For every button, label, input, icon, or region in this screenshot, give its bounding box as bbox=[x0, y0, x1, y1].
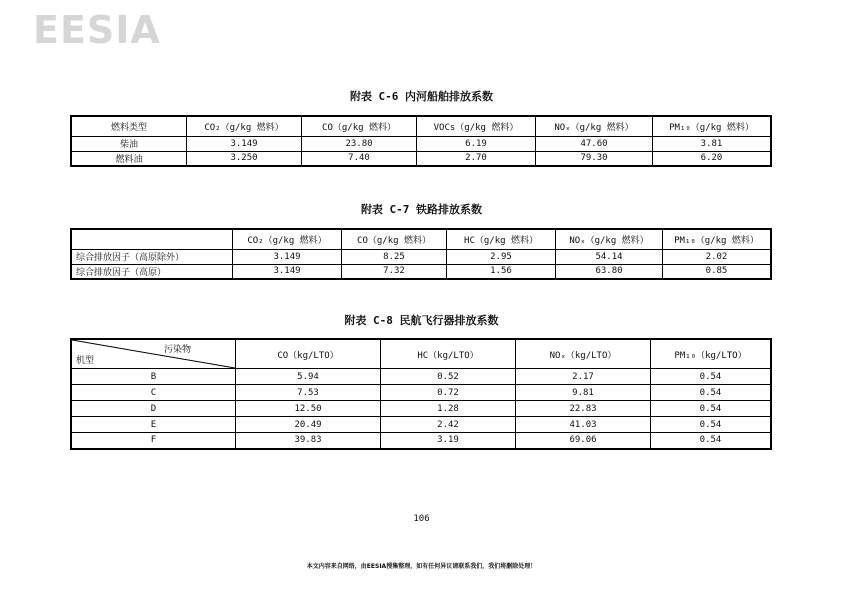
table-cell: 2.42 bbox=[381, 417, 516, 433]
table-c7-header-cell: NOₓ（g/kg 燃料） bbox=[556, 229, 663, 249]
table-cell: D bbox=[71, 401, 236, 417]
table-c7 bbox=[70, 228, 772, 280]
table-cell: 燃料油 bbox=[71, 151, 187, 166]
table-cell: 2.02 bbox=[663, 249, 772, 264]
table-cell: 63.80 bbox=[556, 264, 663, 279]
table-cell: 0.54 bbox=[651, 385, 772, 401]
table-cell: 2.17 bbox=[516, 369, 651, 385]
table-row bbox=[71, 136, 771, 151]
table-cell: 0.52 bbox=[381, 369, 516, 385]
corner-pollutant-label: 污染物 bbox=[163, 345, 191, 355]
table-c8-header-cell: HC（kg/LTO） bbox=[381, 339, 516, 369]
table-cell: 5.94 bbox=[236, 369, 381, 385]
table-cell: 0.54 bbox=[651, 417, 772, 433]
table-cell: 54.14 bbox=[556, 249, 663, 264]
corner-model-label: 机型 bbox=[76, 356, 95, 366]
table-c6-header-cell: VOCs（g/kg 燃料） bbox=[417, 116, 536, 136]
table-c6-header-cell: PM₁₀（g/kg 燃料） bbox=[653, 116, 772, 136]
table-c7-header-cell: HC（g/kg 燃料） bbox=[447, 229, 556, 249]
footer-notice: 本文内容来自网络，由EESIA搜集整理，如有任何异议请联系我们，我们将删除处理！ bbox=[306, 563, 537, 570]
table-cell: 8.25 bbox=[342, 249, 447, 264]
table-c7-header-cell: CO₂（g/kg 燃料） bbox=[233, 229, 342, 249]
table-cell: 79.30 bbox=[536, 151, 653, 166]
table-c7-header-cell: PM₁₀（g/kg 燃料） bbox=[663, 229, 772, 249]
table-c6-caption: 附表 C-6 内河船舶排放系数 bbox=[349, 90, 494, 103]
eesia-logo: EESIA bbox=[33, 8, 161, 52]
table-cell: 20.49 bbox=[236, 417, 381, 433]
table-cell: 0.85 bbox=[663, 264, 772, 279]
table-c7-header-cell bbox=[71, 229, 233, 249]
table-cell: 3.250 bbox=[187, 151, 302, 166]
table-cell: 综合排放因子（高原） bbox=[71, 264, 233, 279]
table-cell: 2.95 bbox=[447, 249, 556, 264]
table-row bbox=[71, 417, 771, 433]
table-cell: 3.149 bbox=[233, 249, 342, 264]
table-cell: 3.81 bbox=[653, 136, 772, 151]
table-cell: 7.53 bbox=[236, 385, 381, 401]
table-cell: 0.72 bbox=[381, 385, 516, 401]
table-c8-corner-cell bbox=[71, 339, 236, 369]
table-cell: 7.40 bbox=[302, 151, 417, 166]
diagonal-line bbox=[72, 340, 235, 368]
table-c6-header-cell: 燃料类型 bbox=[71, 116, 187, 136]
table-cell: 0.54 bbox=[651, 401, 772, 417]
table-cell: 39.83 bbox=[236, 433, 381, 449]
table-cell: 7.32 bbox=[342, 264, 447, 279]
table-row bbox=[71, 151, 771, 166]
table-row bbox=[71, 401, 771, 417]
table-c8 bbox=[70, 338, 772, 450]
table-c8-header-cell: NOₓ（kg/LTO） bbox=[516, 339, 651, 369]
table-cell: 柴油 bbox=[71, 136, 187, 151]
table-cell: 47.60 bbox=[536, 136, 653, 151]
table-cell: 12.50 bbox=[236, 401, 381, 417]
table-cell: F bbox=[71, 433, 236, 449]
table-c8-header-cell: CO（kg/LTO） bbox=[236, 339, 381, 369]
table-cell: 3.149 bbox=[187, 136, 302, 151]
table-row bbox=[71, 433, 771, 449]
table-cell: 23.80 bbox=[302, 136, 417, 151]
table-row bbox=[71, 264, 771, 279]
table-cell: B bbox=[71, 369, 236, 385]
table-c7-caption: 附表 C-7 铁路排放系数 bbox=[360, 203, 483, 216]
table-cell: 41.03 bbox=[516, 417, 651, 433]
table-c6-header-cell: CO（g/kg 燃料） bbox=[302, 116, 417, 136]
table-c6 bbox=[70, 115, 772, 167]
table-cell: 3.19 bbox=[381, 433, 516, 449]
table-cell: 1.56 bbox=[447, 264, 556, 279]
table-row bbox=[71, 249, 771, 264]
table-cell: E bbox=[71, 417, 236, 433]
table-cell: 69.06 bbox=[516, 433, 651, 449]
table-cell: 0.54 bbox=[651, 433, 772, 449]
table-cell: 2.70 bbox=[417, 151, 536, 166]
table-cell: 6.19 bbox=[417, 136, 536, 151]
table-cell: 22.83 bbox=[516, 401, 651, 417]
table-cell: 3.149 bbox=[233, 264, 342, 279]
table-row bbox=[71, 385, 771, 401]
table-c6-header-cell: NOₓ（g/kg 燃料） bbox=[536, 116, 653, 136]
table-cell: 6.20 bbox=[653, 151, 772, 166]
page-number: 106 bbox=[413, 514, 430, 524]
table-c8-header-cell: PM₁₀（kg/LTO） bbox=[651, 339, 772, 369]
table-cell: 综合排放因子（高原除外） bbox=[71, 249, 233, 264]
table-cell: C bbox=[71, 385, 236, 401]
table-c7-header-cell: CO（g/kg 燃料） bbox=[342, 229, 447, 249]
table-cell: 0.54 bbox=[651, 369, 772, 385]
table-cell: 9.81 bbox=[516, 385, 651, 401]
table-c6-header-cell: CO₂（g/kg 燃料） bbox=[187, 116, 302, 136]
table-row bbox=[71, 369, 771, 385]
table-c8-caption: 附表 C-8 民航飞行器排放系数 bbox=[344, 314, 499, 327]
table-cell: 1.28 bbox=[381, 401, 516, 417]
